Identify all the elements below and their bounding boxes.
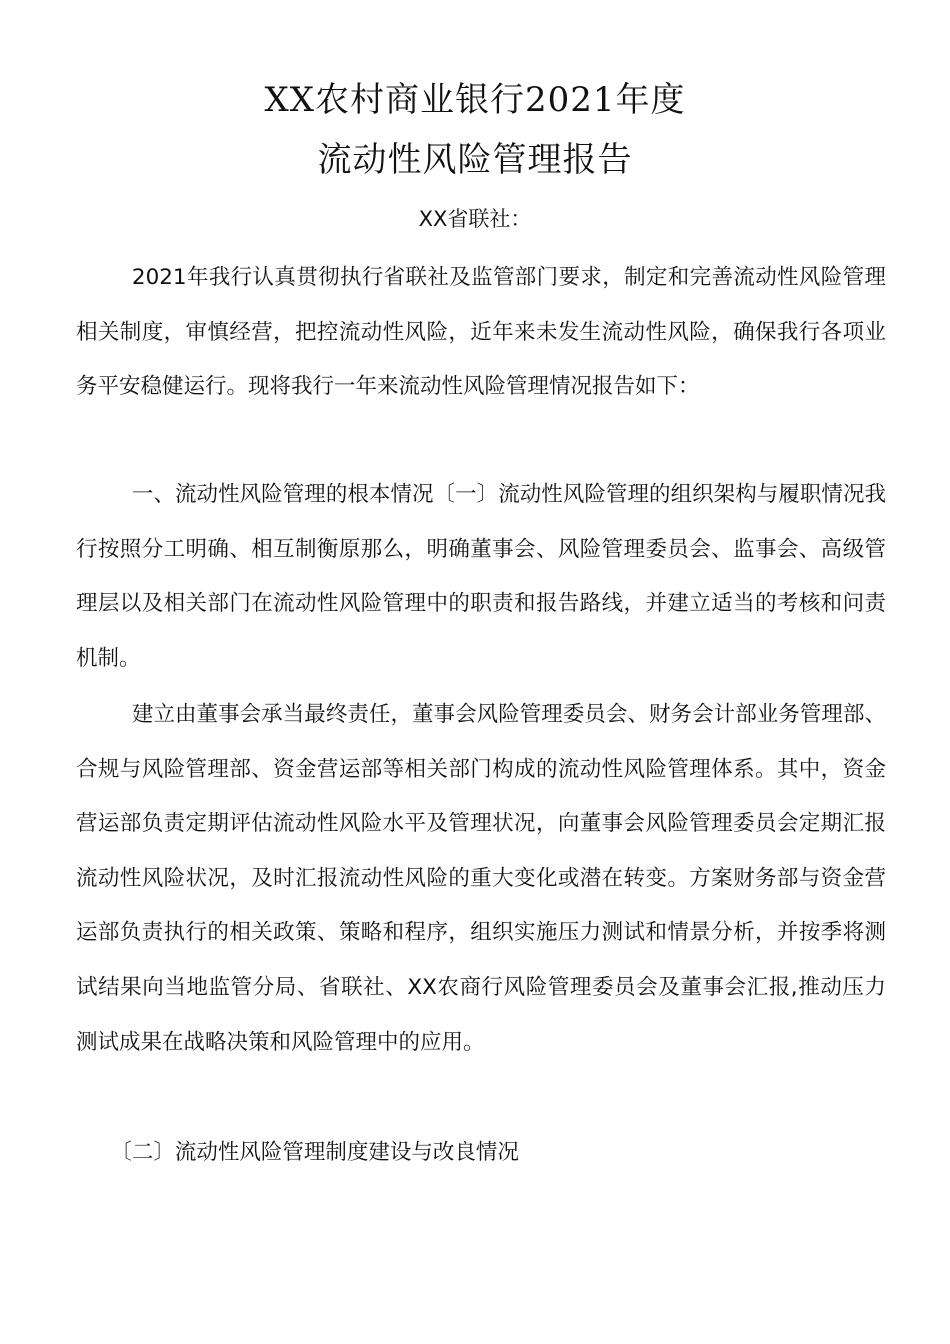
section-heading-2: 〔二〕流动性风险管理制度建设与改良情况: [110, 1140, 519, 1165]
document-title-line-2: 流动性风险管理报告: [317, 140, 633, 180]
recipient-line: XX省联社：: [418, 207, 532, 231]
paragraph-governance: 建立由董事会承当最终责任，董事会风险管理委员会、财务会计部业务管理部、合规与风险管理部、资金营运部等相关部门构成的流动性风险管理体系。其中，资金营运部负责定期评估流动性风险水平及管理状况，向董事会风险管理委员会定期汇报流动性风险状况，及时汇报流动性风险的重大变化或潜在转变。方案财务部与资金营运部负责执行的相关政策、策略和程序，组织实施压力测试和情景分析，并按季将测试结果向当地监管分局、省联社、XX农商行风险管理委员会及董事会汇报,推动压力测试成果在战略决策和风险管理中的应用。: [76, 702, 886, 1055]
paragraph-intro: 2021年我行认真贯彻执行省联社及监管部门要求，制定和完善流动性风险管理相关制度，审慎经营，把控流动性风险，近年来未发生流动性风险，确保我行各项业务平安稳健运行。现将我行一年来流动性风险管理情况报告如下：: [76, 265, 886, 400]
document-title-line-1: XX农村商业银行2021年度: [264, 80, 686, 120]
paragraph-section-1: 一、流动性风险管理的根本情况〔一〕流动性风险管理的组织架构与履职情况我行按照分工明确、相互制衡原那么，明确董事会、风险管理委员会、监事会、高级管理层以及相关部门在流动性风险管理中的职责和报告路线，并建立适当的考核和问责机制。: [76, 482, 886, 671]
